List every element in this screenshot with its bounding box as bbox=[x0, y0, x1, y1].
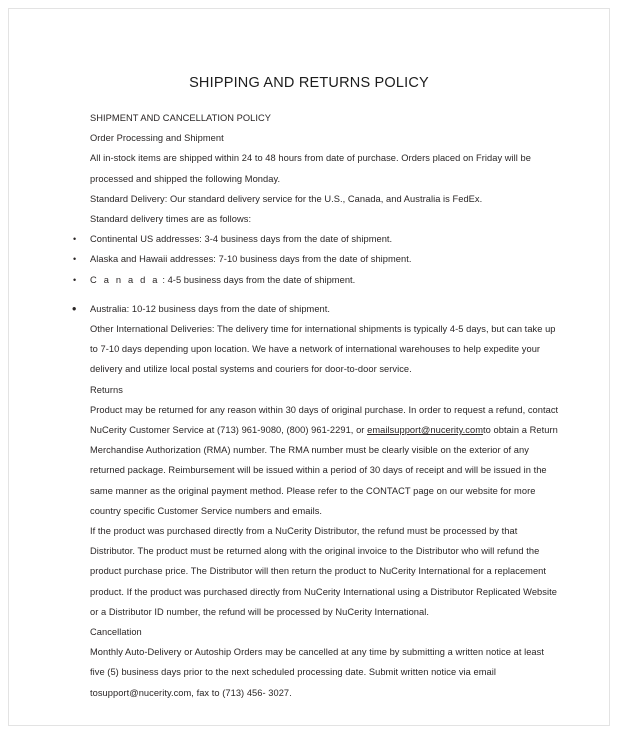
paragraph-standard-delivery: Standard Delivery: Our standard delivery service for the U.S., Canada, and Australia is FedEx. bbox=[90, 193, 483, 204]
heading-shipment-cancellation-policy: SHIPMENT AND CANCELLATION POLICY bbox=[90, 113, 272, 123]
support-email-link[interactable]: emailsupport@nucerity.com bbox=[367, 425, 484, 436]
heading-order-processing-shipment: Order Processing and Shipment bbox=[90, 133, 224, 144]
returns-lead-text: Product may be returned for any reason within 30 days of original purchase. In order to request a refund, contact NuCerity Customer Service at (713) 961-9080, (800) 961-2291, or bbox=[90, 404, 559, 436]
paragraph-in-stock-shipping: All in-stock items are shipped within 24 to 48 hours from date of purchase. Orders placed on Friday will be processed and shipped the following Monday. bbox=[90, 153, 531, 184]
returns-trailing-text: to obtain a Return Merchandise Authorization (RMA) number. The RMA number must be clearly visible on the exterior of any returned package. Reimbursement will be issued within a period of 30 days of receipt and will be issued in the same manner as the original payment method. Please refer to the CONTACT page on our website for more country specific Customer Service numbers and emails. bbox=[90, 425, 558, 516]
bullet-icon: • bbox=[73, 234, 77, 245]
list-item bbox=[73, 270, 561, 290]
list-item bbox=[72, 299, 561, 319]
document-page bbox=[8, 8, 610, 726]
bullet-icon: • bbox=[72, 301, 77, 316]
paragraph-distributor-refund: If the product was purchased directly from a NuCerity Distributor, the refund must be processed by that Distributor. The product must be returned along with the original invoice to the Distributor who will refund the product purchase price. The Distributor will then return the product to NuCerity International for a replacement product. If the product was purchased directly from NuCerity International using a Distributor Replicated Website or a Distributor ID number, the refund will be processed by NuCerity International. bbox=[90, 526, 557, 617]
list-item bbox=[73, 229, 561, 249]
paragraph-standard-delivery-times: Standard delivery times are as follows: bbox=[90, 214, 252, 225]
list-item-label: Australia: 10-12 business days from the date of shipment. bbox=[90, 303, 331, 314]
delivery-times-list bbox=[72, 229, 561, 319]
list-item bbox=[73, 249, 561, 269]
list-item-label: : 4-5 business days from the date of shipment. bbox=[159, 274, 356, 285]
list-item-label: Alaska and Hawaii addresses: 7-10 business days from the date of shipment. bbox=[90, 254, 412, 265]
bullet-icon: • bbox=[73, 254, 77, 265]
heading-cancellation: Cancellation bbox=[90, 627, 142, 638]
paragraph-cancellation: Monthly Auto-Delivery or Autoship Orders may be cancelled at any time by submitting a written notice at least five (5) business days prior to the next scheduled processing date. Submit written notice via email tosupport@nucerity.com, fax to (713) 456- 3027. bbox=[90, 647, 544, 698]
list-item-country-label: C a n a d a bbox=[90, 274, 160, 285]
list-item-label: Continental US addresses: 3-4 business days from the date of shipment. bbox=[90, 234, 393, 245]
paragraph-other-international-deliveries: Other International Deliveries: The delivery time for international shipments is typically 4-5 days, but can take up to 7-10 days depending upon location. We have a network of international warehouses to help expedite your delivery and utilize local postal systems and couriers for door-to-door service. bbox=[90, 324, 556, 375]
document-body bbox=[9, 91, 609, 703]
bullet-icon: • bbox=[73, 274, 77, 285]
page-title: SHIPPING AND RETURNS POLICY bbox=[189, 75, 429, 91]
heading-returns: Returns bbox=[90, 384, 123, 395]
paragraph-returns bbox=[90, 400, 561, 521]
